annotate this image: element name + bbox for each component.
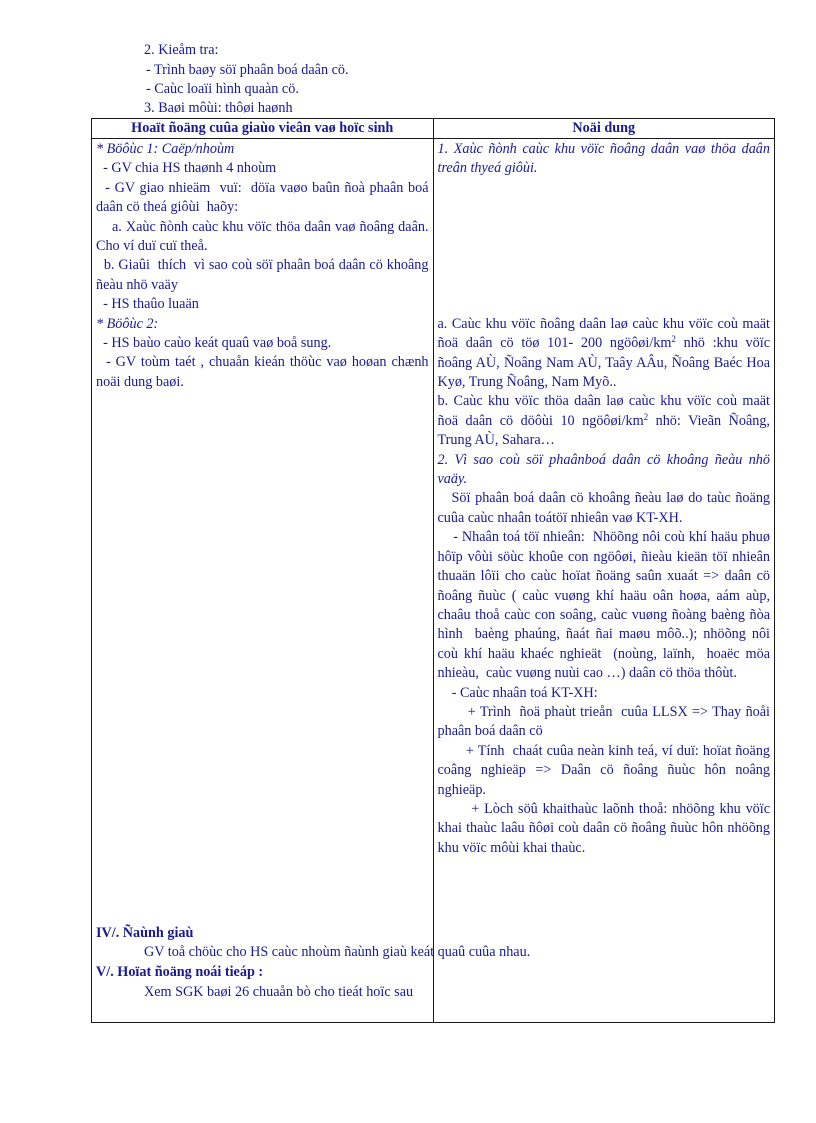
section-iv-body: GV toå chöùc cho HS caùc nhoùm ñaùnh giaù keát quaû cuûa nhau. [144,944,531,960]
content-para: - Nhaân toá töï nhieân: Nhöõng nôi coù khí haäu phuø hôïp vôùi söùc khoûe con ngöôøi, ñieàu kieän töï nhieân thuaän lôïi cho caùc hoïat ñoäng saûn xuaát => daân cö ñoâng ñuùc ( caùc vuøng khí haäu oân hoøa, aám aùp, chaâu thoå caùc con soâng, caùc vuøng ñoàng baèng ñòa hình baèng phaúng, ñaát ñai maøu môõ..); nhöõng nôi coù khí haäu khaéc nghieät (noùng, laïnh, hoaëc möa nhieàu, caùc vuøng nuùi cao …) daân cö thöa thôùt. [437,529,774,682]
content-para: + Lòch söû khaithaùc laõnh thoå: nhöõng khu vöïc khai thaùc laâu ñôøi coù daân cö ñoâng ñuùc hôn nhöõng khu vöïc môùi khai thaùc. [437,800,774,856]
activity-line: - HS thaûo luaän [96,296,199,313]
content-para: - Caùc nhaân toá KT-XH: [437,684,598,701]
activities-list [92,139,433,394]
superscript-2: 2 [671,334,676,345]
content-para-b-text: b. Caùc khu vöïc thöa daân laø caùc khu vöïc coù maät ñoä daân cö döôùi 10 ngöôøi/km [437,393,770,429]
content-para: Söï phaân boá daân cö khoâng ñeàu laø do taùc ñoäng cuûa caùc nhaân toátöï nhieân vaø KT-XH. [437,490,774,526]
activity-line: - HS baùo caùo keát quaû vaø boå sung. [96,335,332,352]
header-content: Noäi dung [433,119,775,139]
content-para: + Trình ñoä phaùt trieån cuûa LLSX => Thay ñoåi phaân boá daân cö [437,703,774,740]
content-heading-2: 2. Vì sao coù söï phaânboá daân cö khoâng ñeàu nhö vaäy. [437,451,770,488]
lesson-table [91,118,775,1023]
table-header-row [92,119,775,139]
content-para-b-text-2: nhö: Vieãn Ñoâng, Trung AÙ, Sahara… [437,412,770,449]
activity-line: * Böôùc 2: [96,315,159,332]
superscript-2: 2 [643,411,649,422]
content-spacer [438,179,771,315]
activity-line: - GV toùm taét , chuaån kieán thöùc vaø hoøan chænh noäi dung baøi. [96,354,433,390]
content-para-b [438,392,771,450]
activity-line: - GV giao nhieäm vuï: döïa vaøo baûn ñoà phaân boá daân cö theá giôùi haõy: [96,179,433,216]
content-para-a-text-2: nhö :khu vöïc ñoâng AÙ, Ñoâng Nam AÙ, Taây AÂu, Ñoâng Baéc Hoa Kyø, Trung Ñoâng, Nam Myõ.. [437,335,770,391]
activity-line: a. Xaùc ñònh caùc khu vöïc thöa daân vaø ñoâng daân. Cho ví duï cuï theå. [96,218,433,255]
header-line-new-lesson: 3. Baøi môùi: thôøi haønh [144,100,293,116]
activities-cell [92,139,434,1023]
section-v-title: V/. Hoïat ñoäng noái tieáp : [96,964,264,980]
section-iv-title: IV/. Ñaùnh giaù [96,925,194,941]
activity-line: - GV chia HS thaønh 4 nhoùm [96,160,277,177]
header-line-task-2: - Caùc loaïi hình quaàn cö. [146,81,299,97]
content-para: + Tính chaát cuûa neàn kinh teá, ví duï: hoïat ñoäng coâng nghieäp => Daân cö ñoâng ñuùc hôn noâng nghieäp. [437,742,774,798]
content-heading-1: 1. Xaùc ñònh caùc khu vöïc ñoâng daân vaø thöa daân treân thyeá giôùi. [437,141,770,177]
activity-line: * Böôùc 1: Caëp/nhoùm [96,141,235,157]
content-cell [433,139,775,1023]
header-line-task-1: - Trình baøy söï phaân boá daân cö. [146,62,349,78]
section-v-body: Xem SGK baøi 26 chuaån bò cho tieát hoïc sau [144,984,414,1000]
content-para-a-text: a. Caùc khu vöïc ñoâng daân laø caùc khu vöïc coù maät ñoä daân cö töø 101- 200 ngöôøi/km [437,315,770,352]
table-body-row [92,139,775,1023]
header-activities: Hoaït ñoäng cuûa giaùo vieân vaø hoïc sinh [92,119,434,139]
activity-line: b. Giaûi thích vì sao coù söï phaân boá daân cö khoâng ñeàu nhö vaäy [96,257,433,293]
content-body [434,139,775,1022]
header-line-check: 2. Kieåm tra: [144,42,219,58]
content-para-a [438,315,771,393]
